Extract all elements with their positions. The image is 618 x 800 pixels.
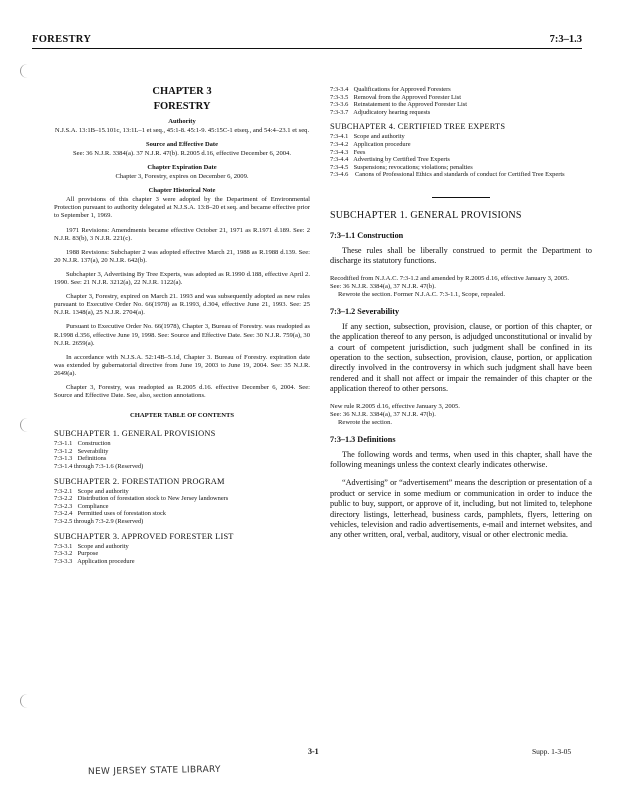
toc-item[interactable]: 7:3-3.2 Purpose bbox=[54, 550, 99, 558]
toc-item[interactable]: 7:3-3.1 Scope and authority bbox=[54, 542, 129, 550]
history-paragraph: 1971 Revisions: Amendments became effective October 21, 1971 as R.1971 d.189. See: 2 N.J.R. 83(b), 3 N.J.R. 221(c). bbox=[54, 226, 310, 242]
toc-item[interactable]: 7:3-3.3 Application procedure bbox=[54, 557, 135, 565]
section-text-severability: If any section, subsection, provision, clause, or portion of this chapter, or the application thereof to any person, is adjudged unconstitutional or invalid by a court of competent jurisdiction, such judgment shall be confined in its operation to the section, subsection, provision, clause, portion, or application directly involved in the controversy in which such judgment shall have been rendered and it shall not affect or impair the remainder of this chapter or the application thereof to other persons. bbox=[330, 321, 592, 394]
toc-item[interactable]: 7:3-3.5 Removal from the Approved Forester List bbox=[330, 93, 461, 101]
history-paragraph: In accordance with N.J.S.A. 52:14B–5.1d, Chapter 3. Bureau of Forestry. expiration date was extended by gubernatorial directive from June 19, 2003 to June 19, 2004. See: 35 N.J.R. 2649(a). bbox=[54, 353, 310, 377]
toc-item[interactable]: 7:3-3.6 Reinstatement to the Approved Forester List bbox=[330, 101, 468, 109]
section-text-construction: These rules shall be liberally construed to permit the Department to discharge its statutory functions. bbox=[330, 245, 592, 266]
toc-item[interactable]: 7:3-1.4 through 7:3-1.6 (Reserved) bbox=[54, 462, 144, 470]
section-note: New rule R.2005 d.16, effective January 3, 2005. See: 36 N.J.R. 3384(a), 37 N.J.R. 47(b). Rewrote the section. bbox=[330, 402, 460, 426]
source-heading: Source and Effective Date bbox=[146, 141, 218, 149]
section-title-construction: 7:3–1.1 Construction bbox=[330, 230, 404, 240]
section-text-definitions: The following words and terms, when used in this chapter, shall have the following meanings unless the context clearly indicates otherwise. bbox=[330, 449, 592, 469]
history-paragraph: 1988 Revisions: Subchapter 2 was adopted effective March 21, 1988 as R.1988 d.139. See: 20 N.J.R. 137(a), 20 N.J.R. 642(b). bbox=[54, 248, 310, 264]
section-note: Recodified from N.J.A.C. 7:3-1.2 and amended by R.2005 d.16, effective January 3, 2005. See: 36 N.J.R. 3384(a), 37 N.J.R. 47(b). Rewrote the section. Former N.J.A.C. 7:3-1.1, Scope, repealed. bbox=[330, 274, 570, 298]
toc-item[interactable]: 7:3-2.4 Permitted uses of forestation stock bbox=[54, 510, 166, 518]
history-paragraph: Subchapter 3, Advertising By Tree Experts, was adopted as R.1990 d.188, effective April 2. 1990. See: 21 N.J.R. 3212(a), 22 N.J.R. 1122(a). bbox=[54, 270, 310, 287]
history-paragraph: Pursuant to Executive Order No. 66(1978), Chapter 3, Bureau of Forestry. was readopted as R.1998 d.356, effective June 19, 1998. See: Source and Effective Date. See: 30 N.J.R. 759(a), 30 N.J.R. 2659(a). bbox=[54, 323, 310, 347]
toc-subchapter-1: SUBCHAPTER 1. GENERAL PROVISIONS bbox=[54, 429, 216, 439]
toc-item[interactable]: 7:3-4.1 Scope and authority bbox=[330, 133, 405, 141]
definition-advertising: “Advertising” or “advertisement” means the description or presentation of a product or service in some medium or communication in order to induce the public to buy, support, or approve of it, including, but not limited to, telephone directory listings, letterhead, business cards, pamphlets, flyers, lettering on vehicles, television and radio advertisements, e-mail and internet websites, and any other written, oral, verbal, auditory, visual or other electronic media. bbox=[330, 478, 592, 540]
right-column bbox=[330, 86, 592, 549]
toc-item[interactable]: 7:3-3.4 Qualifications for Approved Foresters bbox=[330, 86, 451, 93]
toc-item[interactable]: 7:3-4.5 Suspensions; revocations; violations; penalties bbox=[330, 163, 473, 171]
toc-item[interactable]: 7:3-1.2 Severability bbox=[54, 447, 109, 455]
toc-item[interactable]: 7:3-4.4 Advertising by Certified Tree Experts bbox=[330, 156, 450, 164]
toc-item[interactable]: 7:3-2.3 Compliance bbox=[54, 502, 109, 510]
authority-text: N.J.S.A. 13:1B–15.101c, 13:1L–1 et seq., 45:1-8. 45:1-9. 45:15C-1 etseq., and 54:4–23.1 et seq. bbox=[54, 127, 310, 134]
page-number: 3-1 bbox=[308, 747, 319, 756]
history-paragraph: All provisions of this chapter 3 were adopted by the Department of Environmental Protection pursuant to authority delegated at N.J.S.A. 13:8–20 et seq. and became effective prior to September 1, 1969. bbox=[54, 196, 310, 220]
punch-hole bbox=[20, 694, 35, 708]
header-section: 7:3–1.3 bbox=[549, 34, 582, 45]
toc-subchapter-2: SUBCHAPTER 2. FORESTATION PROGRAM bbox=[54, 476, 225, 486]
punch-hole bbox=[20, 64, 35, 78]
toc-heading: CHAPTER TABLE OF CONTENTS bbox=[129, 412, 235, 420]
toc-item[interactable]: 7:3-2.2 Distribution of forestation stock to New Jersey landowners bbox=[54, 495, 229, 503]
toc-subchapter-3: SUBCHAPTER 3. APPROVED FORESTER LIST bbox=[54, 531, 234, 541]
punch-hole bbox=[20, 418, 35, 432]
toc-item[interactable]: 7:3-1.3 Definitions bbox=[54, 455, 107, 463]
source-text: See: 36 N.J.R. 3384(a). 37 N.J.R. 47(b). R.2005 d.16, effective December 6, 2004. bbox=[73, 150, 291, 158]
toc-item[interactable]: 7:3-3.7 Adjudicatory hearing requests bbox=[330, 108, 431, 116]
toc-item[interactable]: 7:3-4.6 Canons of Professional Ethics and standards of conduct for Certified Tree Experts bbox=[330, 171, 565, 179]
toc-item[interactable]: 7:3-4.2 Application procedure bbox=[330, 140, 411, 148]
toc-item[interactable]: 7:3-4.3 Fees bbox=[330, 148, 366, 156]
running-header bbox=[32, 34, 582, 48]
expiration-heading: Chapter Expiration Date bbox=[147, 164, 217, 172]
history-paragraph: Chapter 3, Forestry, was readopted as R.2005 d.16. effective December 6, 2004. See: Source and Effective Date. See, also, section annotations. bbox=[54, 383, 310, 400]
section-divider bbox=[432, 197, 490, 198]
chapter-title: FORESTRY bbox=[153, 101, 211, 112]
history-heading: Chapter Historical Note bbox=[148, 187, 216, 195]
left-column bbox=[54, 86, 310, 565]
header-rule bbox=[32, 48, 582, 49]
subchapter-heading: SUBCHAPTER 1. GENERAL PROVISIONS bbox=[330, 209, 522, 221]
toc-item[interactable]: 7:3-1.1 Construction bbox=[54, 440, 111, 448]
supplement-date: Supp. 1-3-05 bbox=[532, 747, 572, 756]
history-paragraph: Chapter 3, Forestry, expired on March 21. 1993 and was subsequently adopted as new rules pursuant to Executive Order No. 66(1978) as R.1993, d.304, effective June 21, 1993. See: 25 N.J.R. 1348(a), 25 N.J.R. 2704(a). bbox=[54, 293, 310, 317]
header-title: FORESTRY bbox=[32, 34, 92, 45]
authority-heading: Authority bbox=[168, 118, 196, 125]
chapter-number: CHAPTER 3 bbox=[152, 86, 212, 97]
section-title-definitions: 7:3–1.3 Definitions bbox=[330, 434, 396, 444]
toc-item[interactable]: 7:3-2.5 through 7:3-2.9 (Reserved) bbox=[54, 517, 144, 525]
toc-item[interactable]: 7:3-2.1 Scope and authority bbox=[54, 487, 129, 495]
toc-subchapter-4: SUBCHAPTER 4. CERTIFIED TREE EXPERTS bbox=[330, 122, 506, 132]
expiration-text: Chapter 3, Forestry, expires on December 6, 2009. bbox=[115, 173, 249, 181]
section-title-severability: 7:3–1.2 Severability bbox=[330, 306, 400, 316]
library-stamp: NEW JERSEY STATE LIBRARY bbox=[87, 764, 221, 778]
